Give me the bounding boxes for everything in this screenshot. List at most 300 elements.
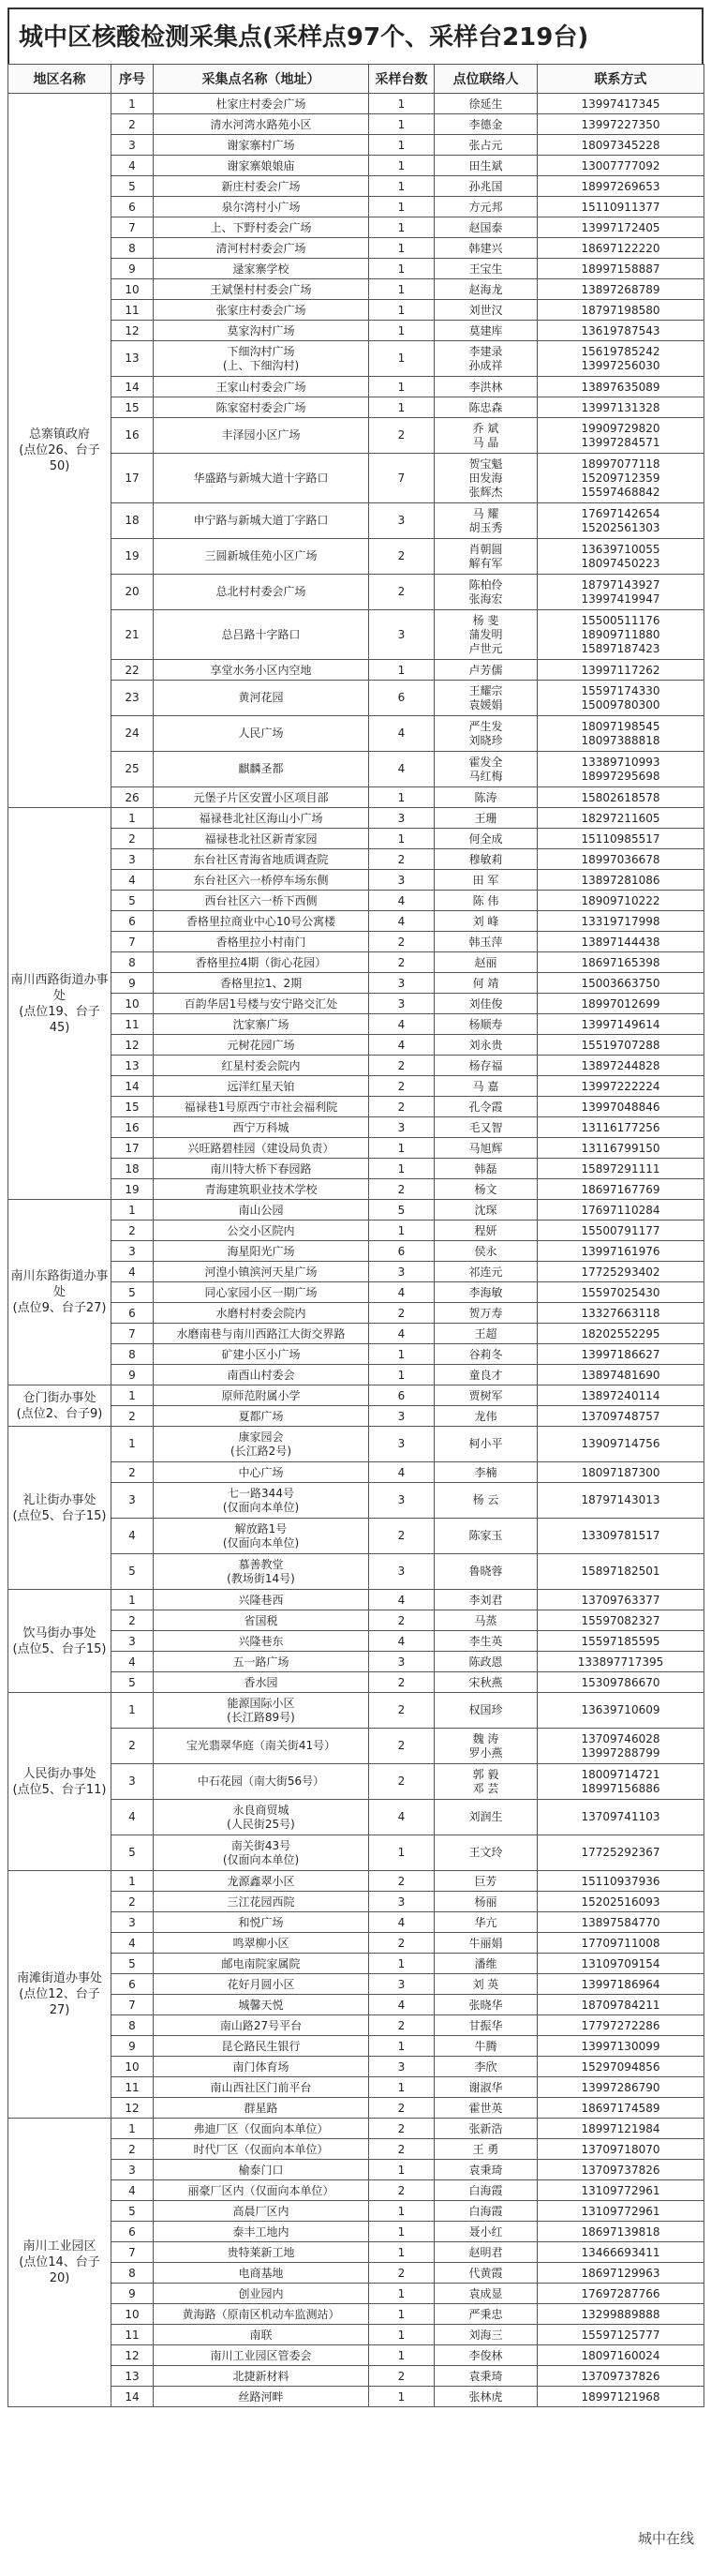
region-name: 仓门街办事处 (点位2、台子9) [8, 1385, 111, 1427]
phone-number: 19909729820 13997284571 [538, 418, 704, 454]
contact-person: 巨芳 [435, 1871, 538, 1892]
table-row [8, 135, 704, 156]
table-row [8, 1835, 704, 1871]
phone-number: 17725292367 [538, 1835, 704, 1871]
table-count: 2 [369, 952, 435, 973]
phone-number: 15297094856 [538, 2057, 704, 2077]
row-number: 17 [111, 454, 154, 503]
phone-number: 13327663118 [538, 1303, 704, 1324]
table-row [8, 454, 704, 503]
table-count: 3 [369, 1892, 435, 1912]
contact-person: 何 靖 [435, 973, 538, 994]
table-count: 3 [369, 2057, 435, 2077]
row-number: 4 [111, 1262, 154, 1282]
contact-person: 乔 斌 马 晶 [435, 418, 538, 454]
site-name: 能源国际小区 (长江路89号) [154, 1693, 369, 1729]
site-name: 总北村村委会广场 [154, 575, 369, 610]
phone-number: 18097187300 [538, 1462, 704, 1483]
contact-person: 刘世汉 [435, 300, 538, 321]
table-count: 1 [369, 787, 435, 808]
table-count: 2 [369, 1871, 435, 1892]
site-name: 王家山村委会广场 [154, 377, 369, 397]
site-name: 三江花园西院 [154, 1892, 369, 1912]
contact-person: 卢芳儒 [435, 660, 538, 681]
phone-number: 13997186964 [538, 1974, 704, 1995]
table-row [8, 870, 704, 891]
row-number: 12 [111, 2345, 154, 2366]
site-name: 青海建筑职业技术学校 [154, 1179, 369, 1200]
phone-number: 13639710609 [538, 1693, 704, 1729]
row-number: 24 [111, 716, 154, 752]
row-number: 9 [111, 2036, 154, 2057]
site-name: 创业园内 [154, 2284, 369, 2304]
site-name: 上、下野村委会广场 [154, 217, 369, 238]
row-number: 16 [111, 1117, 154, 1138]
contact-person: 马 嘉 [435, 1076, 538, 1097]
site-name: 陈家窑村委会广场 [154, 397, 369, 418]
region-name: 南川工业园区 (点位14、台子20) [8, 2119, 111, 2407]
table-count: 1 [369, 377, 435, 397]
table-count: 2 [369, 1764, 435, 1800]
table-row [8, 1076, 704, 1097]
row-number: 7 [111, 217, 154, 238]
region-name: 南川东路街道办事处 (点位9、台子27) [8, 1200, 111, 1385]
region-name: 南川西路街道办事处 (点位19、台子45) [8, 808, 111, 1200]
contact-person: 郭 毅 邓 芸 [435, 1764, 538, 1800]
row-number: 20 [111, 575, 154, 610]
phone-number: 15597082327 [538, 1610, 704, 1631]
table-row [8, 418, 704, 454]
row-number: 5 [111, 1835, 154, 1871]
site-name: 电商基地 [154, 2263, 369, 2284]
table-row [8, 156, 704, 176]
row-number: 12 [111, 1035, 154, 1056]
row-number: 6 [111, 2222, 154, 2242]
site-name: 黄河花园 [154, 681, 369, 716]
table-count: 2 [369, 1672, 435, 1693]
row-number: 3 [111, 1483, 154, 1519]
site-name: 七一路344号 (仅面向本单位) [154, 1483, 369, 1519]
table-row [8, 575, 704, 610]
row-number: 1 [111, 1427, 154, 1462]
row-number: 1 [111, 1200, 154, 1221]
site-name: 香格里拉小村南门 [154, 932, 369, 952]
contact-person: 王文玲 [435, 1835, 538, 1871]
phone-number: 13109772961 [538, 2180, 704, 2201]
table-count: 4 [369, 752, 435, 787]
header-site-name: 采集点名称（地址） [154, 65, 369, 94]
table-count: 6 [369, 1241, 435, 1262]
table-row [8, 1652, 704, 1672]
table-count: 4 [369, 1282, 435, 1303]
site-name: 同心家园小区一期广场 [154, 1282, 369, 1303]
region-name: 礼让街办事处 (点位5、台子15) [8, 1427, 111, 1590]
phone-number: 17697287766 [538, 2284, 704, 2304]
site-name: 慕善教堂 (教场街14号) [154, 1554, 369, 1590]
site-name: 华盛路与新城大道十字路口 [154, 454, 369, 503]
table-row [8, 1427, 704, 1462]
phone-number: 18997269653 [538, 176, 704, 197]
table-row [8, 1097, 704, 1117]
table-row [8, 952, 704, 973]
row-number: 3 [111, 1912, 154, 1933]
table-count: 1 [369, 238, 435, 259]
row-number: 13 [111, 1056, 154, 1076]
contact-person: 李生英 [435, 1631, 538, 1652]
table-count: 2 [369, 1610, 435, 1631]
site-name: 龙源鑫翠小区 [154, 1871, 369, 1892]
site-name: 南酉山村委会 [154, 1365, 369, 1385]
site-name: 泰丰工地内 [154, 2222, 369, 2242]
contact-person: 赵海龙 [435, 279, 538, 300]
site-name: 夏都广场 [154, 1406, 369, 1427]
table-row [8, 238, 704, 259]
table-count: 1 [369, 217, 435, 238]
contact-person: 祁连元 [435, 1262, 538, 1282]
table-count: 1 [369, 2387, 435, 2407]
row-number: 6 [111, 197, 154, 217]
table-row [8, 1631, 704, 1652]
contact-person: 李俊林 [435, 2345, 538, 2366]
contact-person: 陈 伟 [435, 891, 538, 911]
table-row [8, 829, 704, 849]
table-count: 2 [369, 418, 435, 454]
row-number: 19 [111, 539, 154, 575]
phone-number: 13997048846 [538, 1097, 704, 1117]
contact-person: 徐延生 [435, 94, 538, 114]
table-count: 3 [369, 1406, 435, 1427]
table-row [8, 1221, 704, 1241]
phone-number: 15500511176 18909711880 15897187423 [538, 610, 704, 660]
row-number: 10 [111, 279, 154, 300]
row-number: 5 [111, 2201, 154, 2222]
phone-number: 13109772961 [538, 2201, 704, 2222]
table-count: 4 [369, 716, 435, 752]
table-row [8, 932, 704, 952]
contact-person: 王超 [435, 1324, 538, 1344]
table-count: 3 [369, 1427, 435, 1462]
contact-person: 李刘君 [435, 1590, 538, 1610]
phone-number: 15110937936 [538, 1871, 704, 1892]
site-name: 享堂水务小区内空地 [154, 660, 369, 681]
table-count: 4 [369, 1462, 435, 1483]
row-number: 9 [111, 2284, 154, 2304]
row-number: 2 [111, 2139, 154, 2160]
table-row [8, 1303, 704, 1324]
site-name: 南联 [154, 2325, 369, 2345]
phone-number: 15110911377 [538, 197, 704, 217]
watermark: 城中在线 [638, 2528, 694, 2548]
contact-person: 陈家玉 [435, 1519, 538, 1554]
phone-number: 13997227350 [538, 114, 704, 135]
phone-number: 13897144438 [538, 932, 704, 952]
row-number: 3 [111, 1241, 154, 1262]
phone-number: 13007777092 [538, 156, 704, 176]
contact-person: 王珊 [435, 808, 538, 829]
site-name: 下细沟村广场 (上、下细沟村) [154, 341, 369, 377]
contact-person: 杨文 [435, 1179, 538, 1200]
table-count: 1 [369, 2201, 435, 2222]
table-count: 2 [369, 1729, 435, 1764]
phone-number: 13466693411 [538, 2242, 704, 2263]
table-count: 7 [369, 454, 435, 503]
contact-person: 霍世英 [435, 2098, 538, 2119]
table-row [8, 1014, 704, 1035]
table-row [8, 716, 704, 752]
row-number: 2 [111, 1892, 154, 1912]
table-count: 1 [369, 156, 435, 176]
row-number: 1 [111, 1385, 154, 1406]
table-row [8, 1954, 704, 1974]
table-count: 3 [369, 503, 435, 539]
site-name: 邮电南院家属院 [154, 1954, 369, 1974]
phone-number: 15597185595 [538, 1631, 704, 1652]
site-name: 榆泰门口 [154, 2160, 369, 2180]
site-name: 南川工业园区管委会 [154, 2345, 369, 2366]
table-row [8, 681, 704, 716]
table-row [8, 1974, 704, 1995]
contact-person: 宋秋燕 [435, 1672, 538, 1693]
row-number: 2 [111, 1610, 154, 1631]
row-number: 11 [111, 2077, 154, 2098]
table-row [8, 1519, 704, 1554]
table-row [8, 2325, 704, 2345]
site-name: 南门体育场 [154, 2057, 369, 2077]
table-row [8, 1117, 704, 1138]
site-name: 泉尔湾村小广场 [154, 197, 369, 217]
site-name: 兴隆巷西 [154, 1590, 369, 1610]
table-count: 4 [369, 911, 435, 932]
row-number: 17 [111, 1138, 154, 1159]
contact-person: 穆敏莉 [435, 849, 538, 870]
phone-number: 15597025430 [538, 1282, 704, 1303]
site-name: 弗迪厂区（仅面向本单位） [154, 2119, 369, 2139]
table-count: 3 [369, 610, 435, 660]
site-name: 兴旺路碧桂园（建设局负责） [154, 1138, 369, 1159]
table-row [8, 2077, 704, 2098]
phone-number: 13639710055 18097450223 [538, 539, 704, 575]
contact-person: 柯小平 [435, 1427, 538, 1462]
contact-person: 杨存福 [435, 1056, 538, 1076]
row-number: 15 [111, 1097, 154, 1117]
phone-number: 18697167769 [538, 1179, 704, 1200]
contact-person: 鲁晓蓉 [435, 1554, 538, 1590]
site-name: 谢家寨娘娘庙 [154, 156, 369, 176]
contact-person: 陈涛 [435, 787, 538, 808]
site-name: 北捷新材料 [154, 2366, 369, 2387]
table-row [8, 2222, 704, 2242]
site-name: 海星阳光广场 [154, 1241, 369, 1262]
site-name: 康家园会 (长江路2号) [154, 1427, 369, 1462]
site-name: 远洋红星天铂 [154, 1076, 369, 1097]
row-number: 4 [111, 1800, 154, 1835]
phone-number: 18697129963 [538, 2263, 704, 2284]
table-count: 1 [369, 94, 435, 114]
site-name: 香格里拉商业中心10号公寓楼 [154, 911, 369, 932]
row-number: 2 [111, 1729, 154, 1764]
table-row [8, 1483, 704, 1519]
table-count: 2 [369, 932, 435, 952]
contact-person: 赵国泰 [435, 217, 538, 238]
site-name: 黄海路（原南区机动车监测站） [154, 2304, 369, 2325]
table-count: 1 [369, 2284, 435, 2304]
table-row [8, 2345, 704, 2366]
row-number: 8 [111, 238, 154, 259]
table-row [8, 2304, 704, 2325]
table-row [8, 94, 704, 114]
row-number: 12 [111, 2098, 154, 2119]
row-number: 1 [111, 1693, 154, 1729]
row-number: 5 [111, 1672, 154, 1693]
site-name: 永良商贸城 (人民街25号) [154, 1800, 369, 1835]
table-count: 6 [369, 681, 435, 716]
table-count: 1 [369, 2036, 435, 2057]
phone-number: 18297211605 [538, 808, 704, 829]
table-count: 1 [369, 1221, 435, 1241]
table-row [8, 1590, 704, 1610]
table-count: 3 [369, 1652, 435, 1672]
table-count: 1 [369, 279, 435, 300]
table-row [8, 911, 704, 932]
contact-person: 刘永贵 [435, 1035, 538, 1056]
table-count: 2 [369, 2366, 435, 2387]
row-number: 8 [111, 2263, 154, 2284]
contact-person: 韩磊 [435, 1159, 538, 1179]
site-name: 杜家庄村委会广场 [154, 94, 369, 114]
phone-number: 13909714756 [538, 1427, 704, 1462]
row-number: 2 [111, 114, 154, 135]
site-name: 南山路27号平台 [154, 2015, 369, 2036]
table-count: 4 [369, 1324, 435, 1344]
table-row [8, 1693, 704, 1729]
contact-person: 魏 涛 罗小燕 [435, 1729, 538, 1764]
contact-person: 韩玉萍 [435, 932, 538, 952]
site-name: 矿建小区小广场 [154, 1344, 369, 1365]
table-row [8, 377, 704, 397]
row-number: 8 [111, 1344, 154, 1365]
table-row [8, 279, 704, 300]
table-count: 1 [369, 300, 435, 321]
phone-number: 13709737826 [538, 2160, 704, 2180]
contact-person: 李德金 [435, 114, 538, 135]
site-name: 城馨天悦 [154, 1995, 369, 2015]
site-name: 解放路1号 (仅面向本单位) [154, 1519, 369, 1554]
contact-person: 贺万寿 [435, 1303, 538, 1324]
phone-number: 13997161976 [538, 1241, 704, 1262]
row-number: 19 [111, 1179, 154, 1200]
site-name: 南山公园 [154, 1200, 369, 1221]
table-row [8, 1729, 704, 1764]
row-number: 14 [111, 1076, 154, 1097]
row-number: 1 [111, 94, 154, 114]
phone-number: 17725293402 [538, 1262, 704, 1282]
contact-person: 马 耀 胡玉秀 [435, 503, 538, 539]
contact-person: 龙伟 [435, 1406, 538, 1427]
phone-number: 133897717395 [538, 1652, 704, 1672]
table-count: 1 [369, 1138, 435, 1159]
phone-number: 17697110284 [538, 1200, 704, 1221]
row-number: 1 [111, 808, 154, 829]
table-row [8, 973, 704, 994]
site-name: 鸣翠柳小区 [154, 1933, 369, 1954]
phone-number: 18997158887 [538, 259, 704, 279]
contact-person: 孔令霞 [435, 1097, 538, 1117]
contact-person: 方元邦 [435, 197, 538, 217]
contact-person: 代黄霞 [435, 2263, 538, 2284]
table-row [8, 176, 704, 197]
phone-number: 18997121984 [538, 2119, 704, 2139]
site-name: 新庄村委会广场 [154, 176, 369, 197]
row-number: 4 [111, 1519, 154, 1554]
site-name: 南关街43号 (仅面向本单位) [154, 1835, 369, 1871]
site-name: 南川特大桥下春园路 [154, 1159, 369, 1179]
phone-number: 18097345228 [538, 135, 704, 156]
table-row [8, 1159, 704, 1179]
table-header-row [8, 65, 704, 94]
contact-person: 谢淑华 [435, 2077, 538, 2098]
row-number: 10 [111, 2304, 154, 2325]
site-name: 河湟小镇滨河天星广场 [154, 1262, 369, 1282]
table-row [8, 2201, 704, 2222]
table-count: 1 [369, 341, 435, 377]
phone-number: 18009714721 18997156886 [538, 1764, 704, 1800]
row-number: 2 [111, 829, 154, 849]
phone-number: 18797143013 [538, 1483, 704, 1519]
site-name: 东台社区六一桥停车场东侧 [154, 870, 369, 891]
table-row [8, 300, 704, 321]
table-count: 4 [369, 1014, 435, 1035]
contact-person: 白海霞 [435, 2180, 538, 2201]
table-count: 2 [369, 1056, 435, 1076]
table-count: 2 [369, 849, 435, 870]
site-name: 人民广场 [154, 716, 369, 752]
site-name: 水磨南巷与南川西路江大街交界路 [154, 1324, 369, 1344]
site-name: 元堡子片区安置小区项目部 [154, 787, 369, 808]
region-name: 南滩街道办事处 (点位12、台子27) [8, 1871, 111, 2119]
row-number: 2 [111, 1406, 154, 1427]
table-count: 3 [369, 1117, 435, 1138]
phone-number: 13116799150 [538, 1138, 704, 1159]
table-count: 2 [369, 1933, 435, 1954]
table-row [8, 1892, 704, 1912]
table-count: 2 [369, 2119, 435, 2139]
table-count: 1 [369, 1159, 435, 1179]
contact-person: 王 勇 [435, 2139, 538, 2160]
header-phone: 联系方式 [538, 65, 704, 94]
row-number: 3 [111, 135, 154, 156]
table-count: 3 [369, 808, 435, 829]
row-number: 12 [111, 321, 154, 341]
phone-number: 15597125777 [538, 2325, 704, 2345]
table-row [8, 1385, 704, 1406]
phone-number: 13897635089 [538, 377, 704, 397]
phone-number: 13897244828 [538, 1056, 704, 1076]
site-name: 王斌堡村村委会广场 [154, 279, 369, 300]
site-name: 高晨厂区内 [154, 2201, 369, 2222]
contact-person: 白海霞 [435, 2201, 538, 2222]
table-count: 2 [369, 1179, 435, 1200]
row-number: 8 [111, 2015, 154, 2036]
table-row [8, 2119, 704, 2139]
site-name: 南山西社区门前平台 [154, 2077, 369, 2098]
table-count: 2 [369, 1519, 435, 1554]
phone-number: 17797272286 [538, 2015, 704, 2036]
site-name: 丰泽园小区广场 [154, 418, 369, 454]
table-count: 1 [369, 259, 435, 279]
contact-person: 张林虎 [435, 2387, 538, 2407]
row-number: 21 [111, 610, 154, 660]
table-row [8, 1262, 704, 1282]
